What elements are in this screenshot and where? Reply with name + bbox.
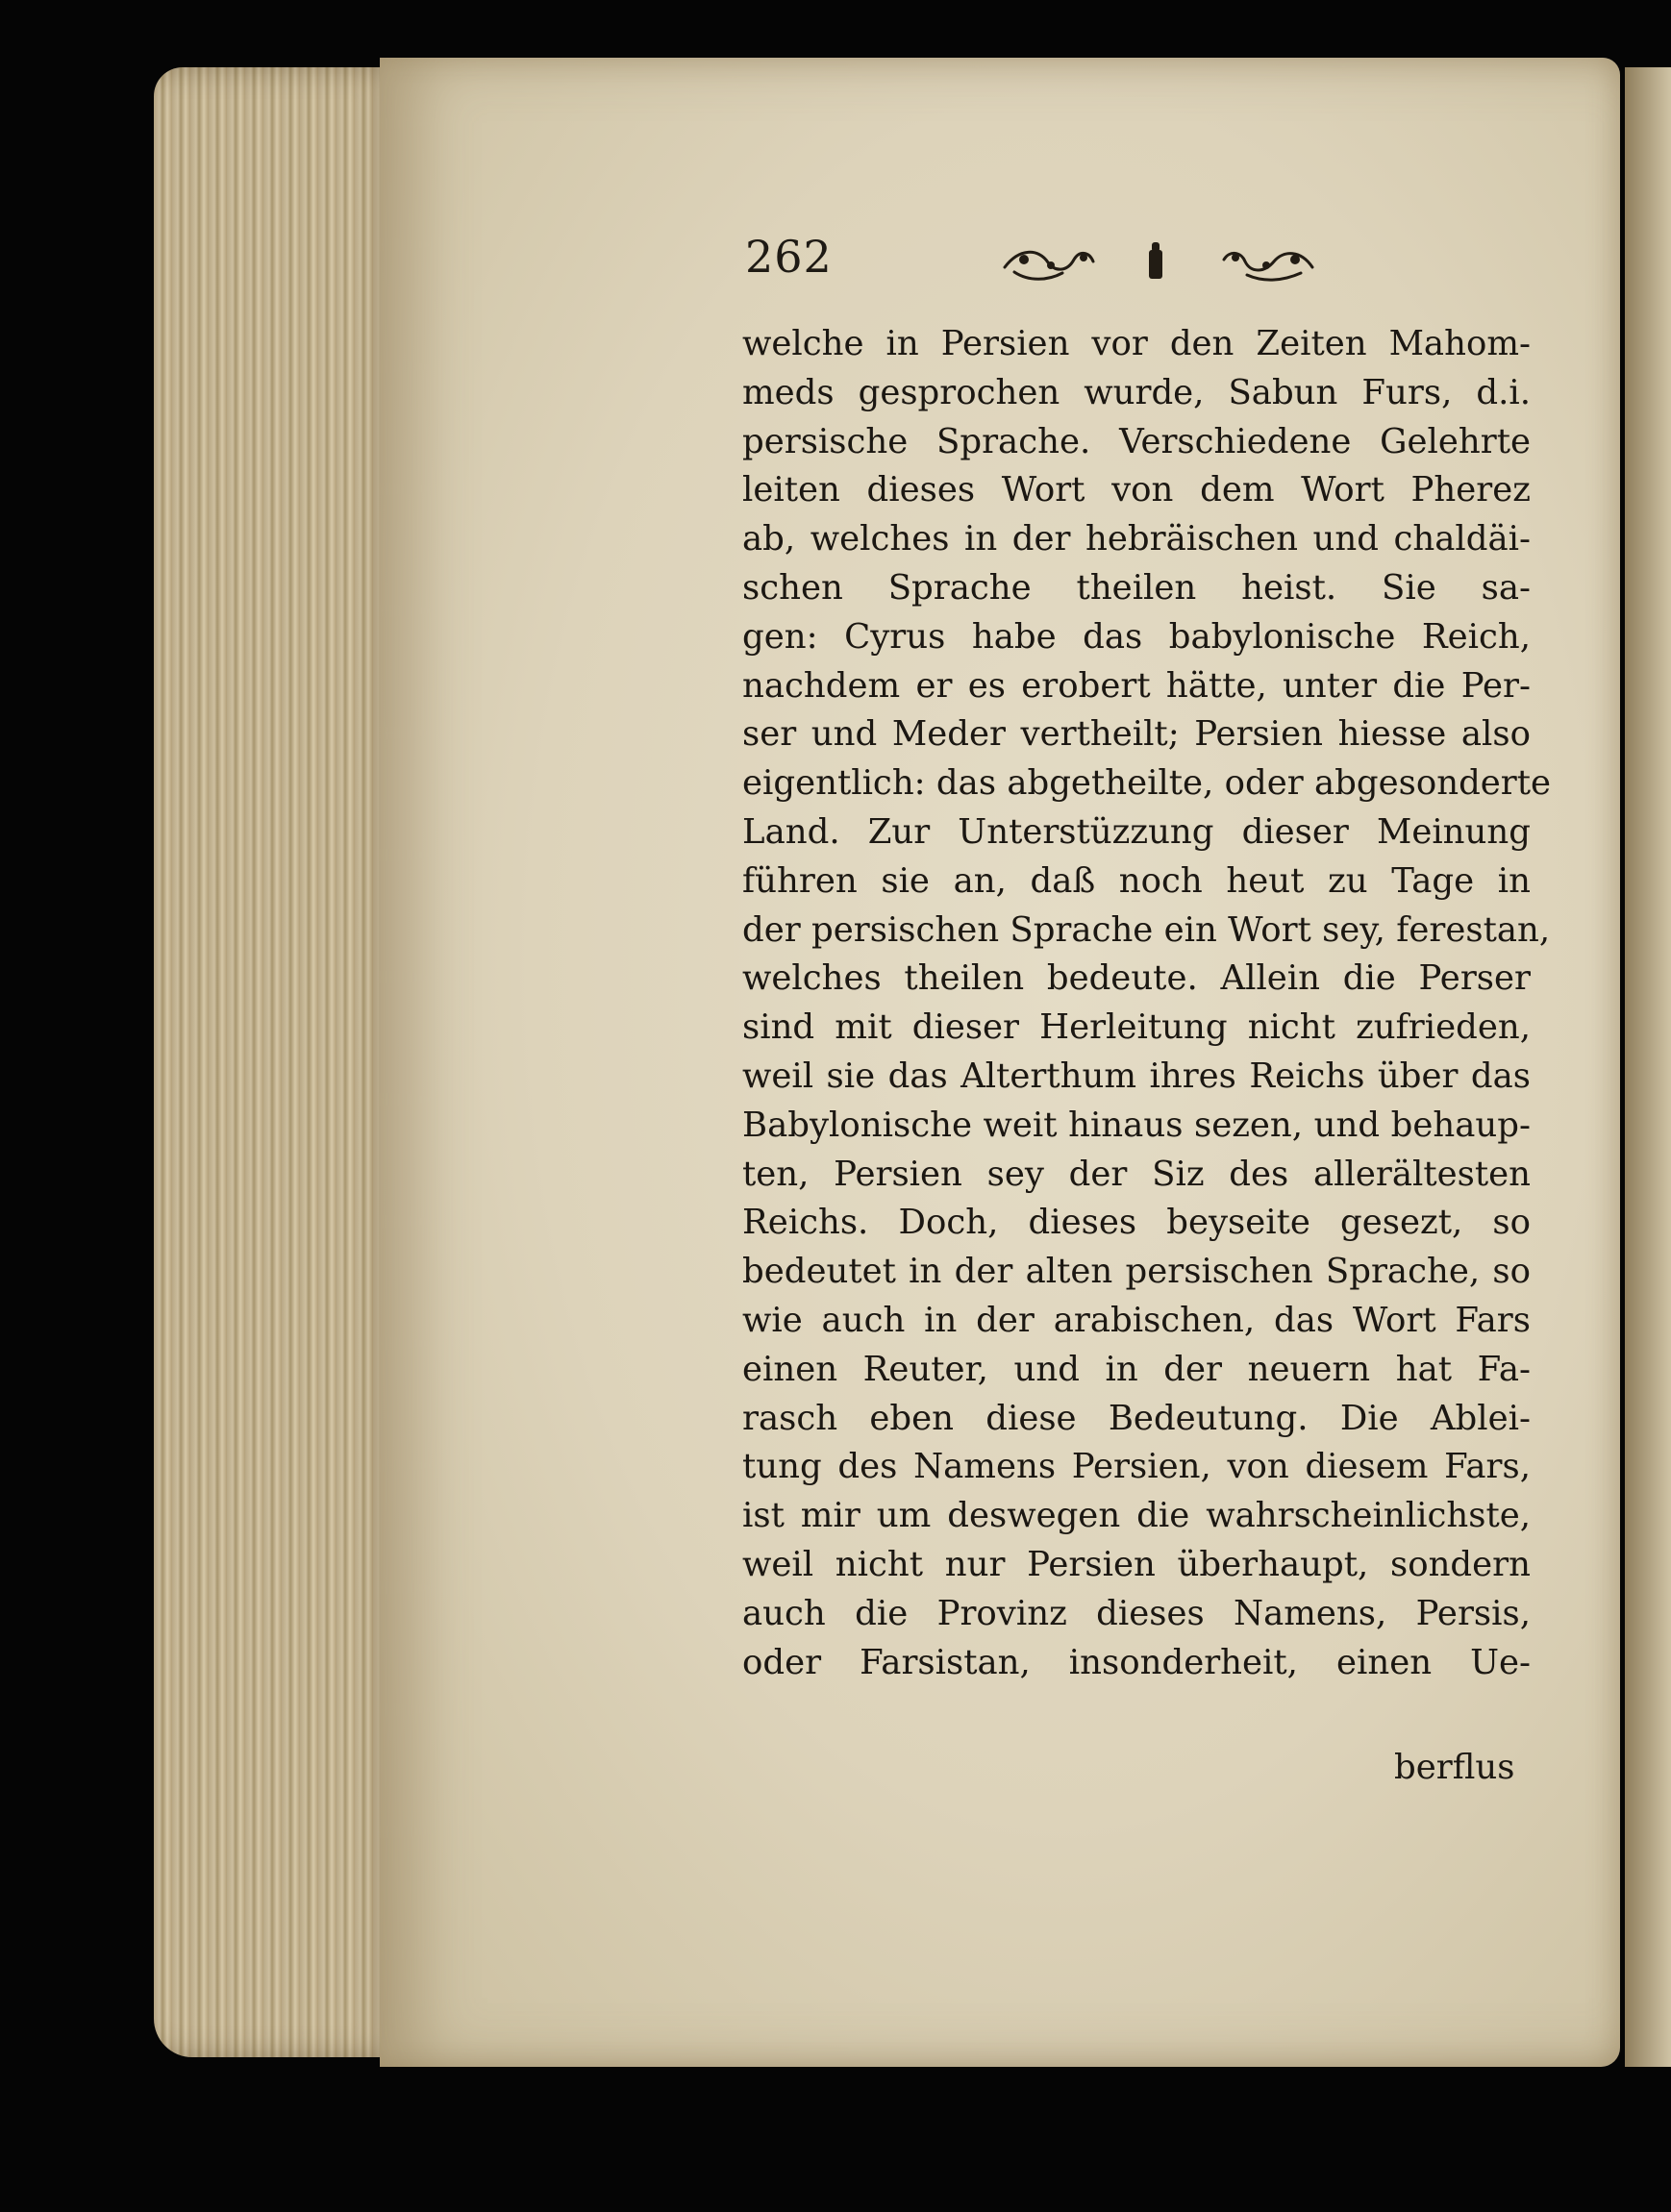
- page-number: 262: [745, 231, 833, 283]
- text-line: Land. Zur Unterstüzzung dieser Meinung: [742, 811, 1531, 852]
- text-line: bedeutet in der alten persischen Sprache, so: [742, 1252, 1531, 1292]
- text-line: welches theilen bedeute. Allein die Perser: [742, 958, 1531, 999]
- text-line: weil sie das Alterthum ihres Reichs über das: [742, 1056, 1531, 1096]
- text-line: ist mir um deswegen die wahrscheinlichste,: [742, 1496, 1531, 1536]
- facing-page-edge: [1625, 67, 1671, 2067]
- text-line: gen: Cyrus habe das babylonische Reich,: [742, 616, 1531, 657]
- text-line: ten, Persien sey der Siz des allerältesten: [742, 1154, 1531, 1194]
- text-line: führen sie an, daß noch heut zu Tage in: [742, 860, 1531, 901]
- text-line: weil nicht nur Persien überhaupt, sondern: [742, 1544, 1531, 1584]
- text-line: ser und Meder vertheilt; Persien hiesse also: [742, 714, 1531, 755]
- text-line: rasch eben diese Bedeutung. Die Ablei-: [742, 1398, 1531, 1438]
- text-line: auch die Provinz dieses Namens, Persis,: [742, 1593, 1531, 1633]
- text-line: persische Sprache. Verschiedene Gelehrte: [742, 421, 1531, 461]
- text-line: einen Reuter, und in der neuern hat Fa-: [742, 1349, 1531, 1389]
- running-header: [745, 231, 1284, 288]
- text-line: schen Sprache theilen heist. Sie sa-: [742, 567, 1531, 608]
- text-line: nachdem er es erobert hätte, unter die Per-: [742, 665, 1531, 706]
- text-line: Reichs. Doch, dieses beyseite gesezt, so: [742, 1203, 1531, 1243]
- text-line: Babylonische weit hinaus sezen, und behaup-: [742, 1105, 1531, 1145]
- text-line: der persischen Sprache ein Wort sey, ferestan,: [742, 909, 1551, 950]
- text-line: oder Farsistan, insonderheit, einen Ue-: [742, 1642, 1531, 1682]
- page-edges: [154, 67, 404, 2057]
- text-line: meds gesprochen wurde, Sabun Furs, d.i.: [742, 372, 1531, 412]
- text-line: tung des Namens Persien, von diesem Fars,: [742, 1447, 1531, 1487]
- text-line: eigentlich: das abgetheilte, oder abgesonderte: [742, 763, 1552, 804]
- text-line: ab, welches in der hebräischen und chaldäi-: [742, 519, 1531, 559]
- body-text: [742, 320, 1552, 1687]
- text-line: sind mit dieser Herleitung nicht zufrieden,: [742, 1007, 1531, 1048]
- catchword: berflus: [1394, 1748, 1515, 1787]
- ornament-icon: [995, 238, 1322, 286]
- text-line: welche in Persien vor den Zeiten Mahom-: [742, 324, 1531, 363]
- text-line: leiten dieses Wort von dem Wort Pherez: [742, 470, 1531, 510]
- text-line: wie auch in der arabischen, das Wort Fars: [742, 1300, 1531, 1340]
